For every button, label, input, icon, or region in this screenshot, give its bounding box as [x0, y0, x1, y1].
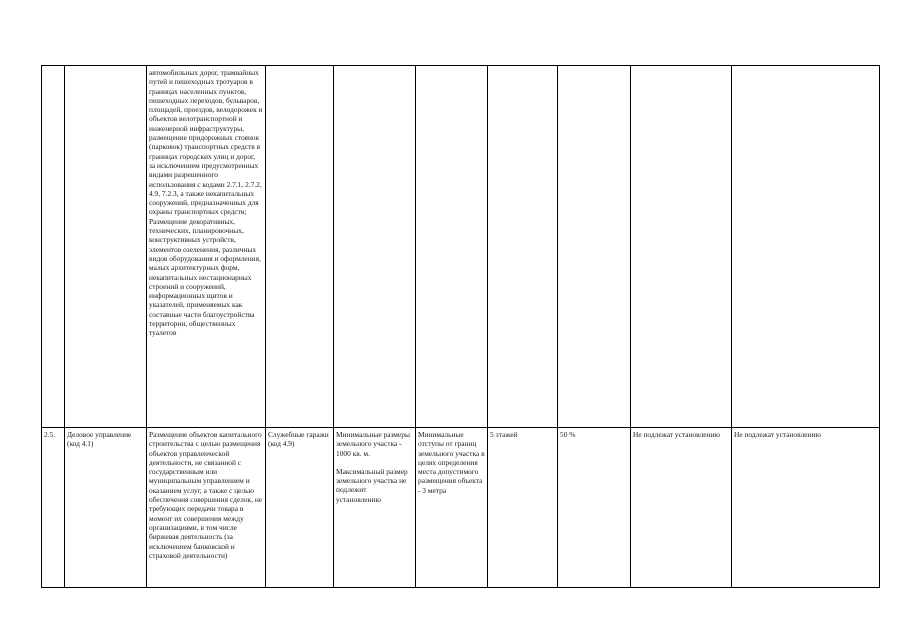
cell-plot-size: [334, 66, 416, 428]
cell-coverage: 50 %: [558, 428, 631, 588]
cell-use-type: [65, 66, 147, 428]
cell-plot-size: [334, 428, 416, 588]
cell-setback: [416, 66, 488, 428]
table-row: [42, 66, 880, 428]
description-paragraph: автомобильных дорог, трамвайных путей и пешеходных тротуаров в границах населенных пунктов, пешеходных переходов, бульваров, площадей, проездов, велодорожек и объектов велотранспортной и инженерной инфраструктуры, размещение придорожных стоянок (парковок) транспортных средств в границах городских улиц и дорог, за исключением предусмотренных видами разрешенного использования с кодами 2.7.1, 2.7.2, 4.9, 7.2.3, а также некапитальных сооружений, предназначенных для охраны транспортных средств;: [149, 68, 263, 217]
cell-col9: [631, 66, 732, 428]
cell-use-description: Размещение объектов капитального строительства с целью размещения объектов управленческой деятельности, не связанной с государственным или муниципальным управлением и оказанием услуг, а также с целью обеспечения совершения сделок, не требующих передачи товара в момент их совершения между организациями, в том числе биржевая деятельность (за исключением банковской и страховой деятельности): [147, 428, 266, 588]
cell-col10: Не подлежат установлению: [732, 428, 880, 588]
cell-coverage: [558, 66, 631, 428]
cell-auxiliary-use: [266, 66, 334, 428]
zoning-regulations-table: [41, 65, 880, 588]
description-paragraph: Размещение декоративных, технических, планировочных, конструктивных устройств, элементов озеленения, различных видов оборудования и оформления, малых архитектурных форм, некапитальных нестационарных строений и сооружений, информационных щитов и указателей, применяемых как составные части благоустройства территории, общественных туалетов: [149, 216, 261, 338]
cell-number: [42, 66, 65, 428]
table-row: [42, 428, 880, 588]
cell-number: 2.5.: [42, 428, 65, 588]
cell-use-type: Деловое управление (код 4.1): [65, 428, 147, 588]
cell-setback: Минимальные отступы от границ земельного участка в целях определения места допустимого размещения объекта - 3 метра: [416, 428, 488, 588]
cell-floors: 5 этажей: [488, 428, 558, 588]
cell-col9: Не подлежат установлению: [631, 428, 732, 588]
cell-auxiliary-use: Служебные гаражи (код 4.9): [266, 428, 334, 588]
cell-floors: [488, 66, 558, 428]
cell-col10: [732, 66, 880, 428]
plot-size-min: Минимальные размеры земельного участка - 1000 кв. м.: [336, 430, 410, 458]
paragraph-gap: [336, 458, 413, 467]
plot-size-max: Максимальный размер земельного участка не подлежит установлению: [336, 466, 408, 504]
cell-use-description: [147, 66, 266, 428]
